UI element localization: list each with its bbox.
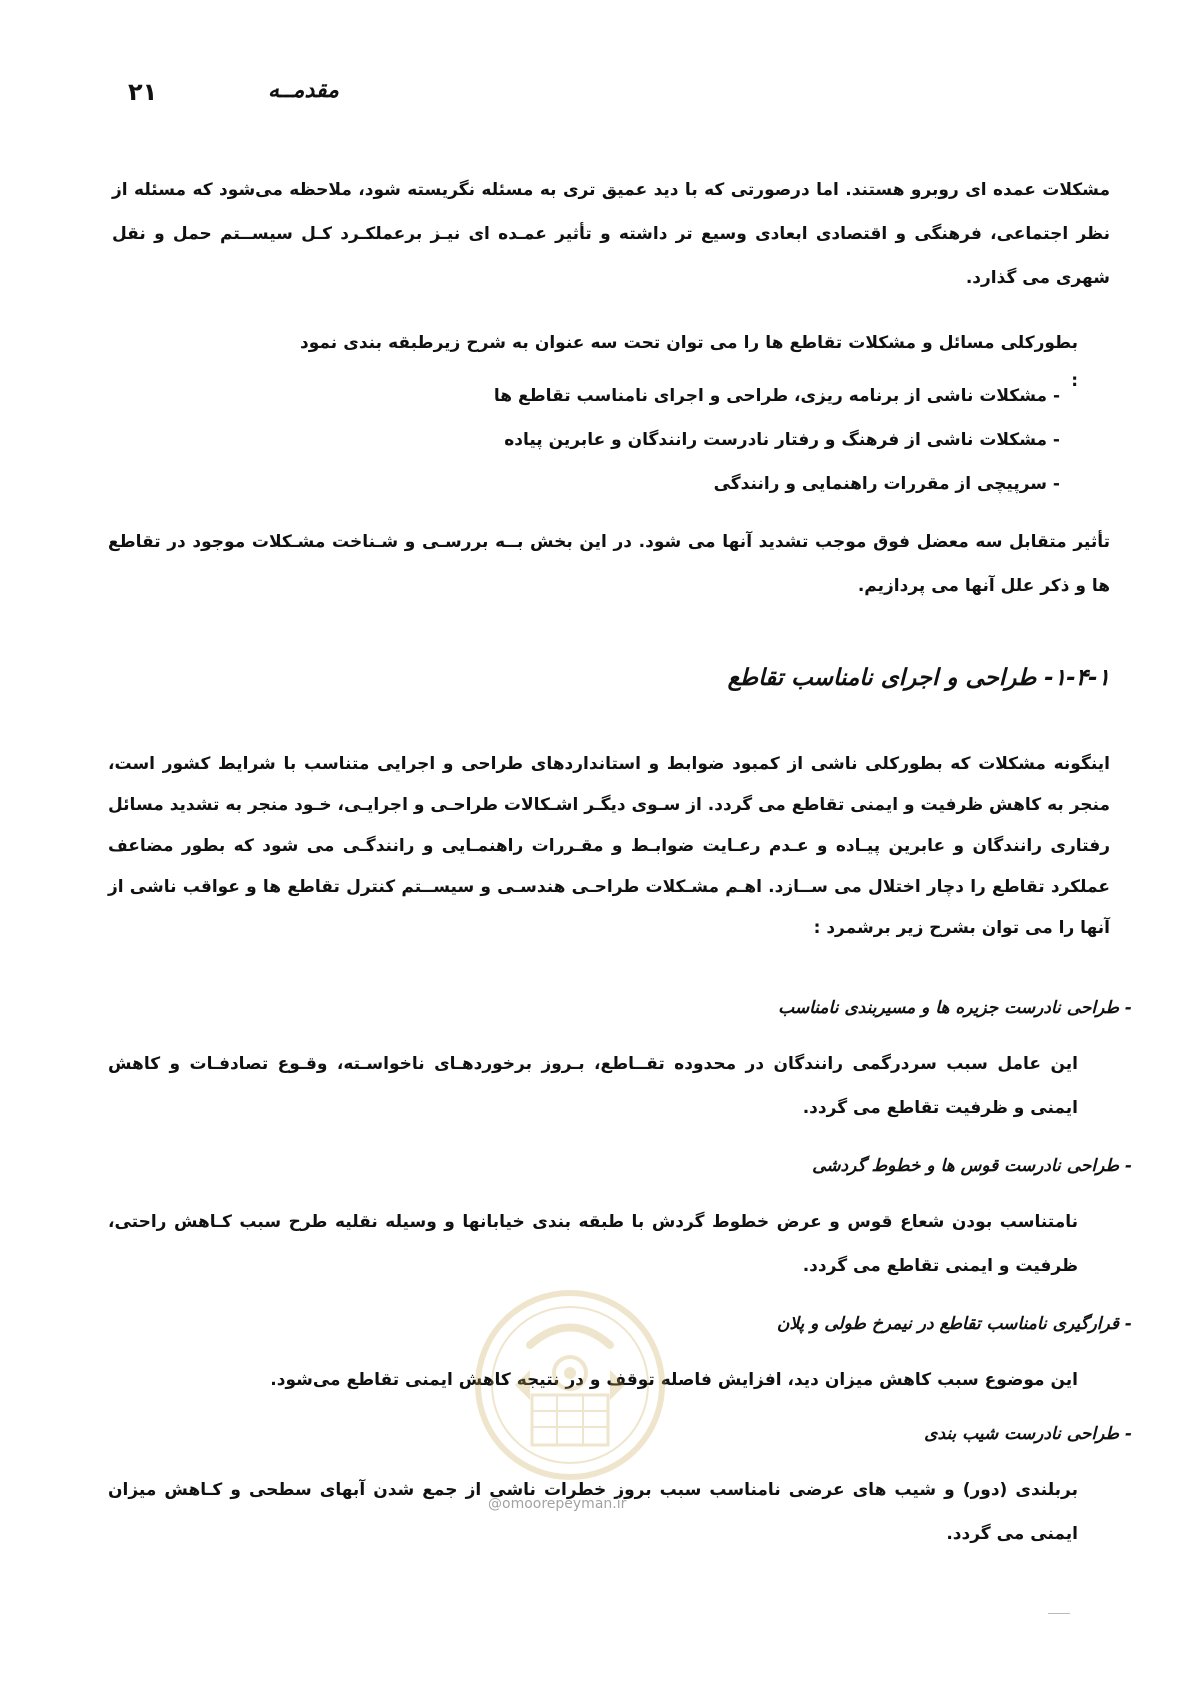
footer-mark <box>1048 1613 1070 1614</box>
chapter-name: مقدمــه <box>268 78 339 103</box>
watermark-site: @omoorepeyman.ir <box>488 1496 627 1512</box>
subsection-text: نامتناسب بودن شعاع قوس و عرض خطوط گردش با طبقه بندی خیابانها و وسیله نقلیه طرح سبب کـاهش راحتی، ظرفیت و ایمنی تقاطع می گردد. <box>108 1212 1078 1276</box>
watermark-logo-icon <box>470 1285 670 1485</box>
subsection-heading: - طراحی نادرست شیب بندی <box>924 1424 1132 1444</box>
subsection-heading: - طراحی نادرست جزیره ها و مسیربندی نامناسب <box>778 998 1132 1018</box>
subsection-text: بربلندی (دور) و شیب های عرضی نامناسب سبب بروز خطرات ناشی از جمع شدن آبهای سطحی و کـاهش میزان ایمنی می گردد. <box>108 1480 1078 1544</box>
paragraph-effect: تأثیر متقابل سه معضل فوق موجب تشدید آنها می شود. در این بخش بــه بررسـی و شـناخت مشـکلات موجود در تقاطع ها و ذکر علل آنها می پردازیم. <box>108 532 1110 596</box>
paragraph-main: اینگونه مشکلات که بطورکلی ناشی از کمبود ضوابط و استانداردهای طراحی و اجرایی متناسب با شرایط کشور است، منجر به کاهش ظرفیت و ایمنی تقاطع می گردد. از سـوی دیگـر اشـکالات طراحـی و اجرایـی، خـود منجر به تشدید مسائل رفتاری رانندگان و عابرین پیـاده و عـدم رعـایت ضوابـط و مقـررات راهنمـایی و رانندگـی می شود که بطور مضاعف عملکرد تقاطع را دچار اختلال می ســازد. اهـم مشـکلات طراحـی هندسـی و سیســتم کنترل تقاطع ها و عواقب ناشی از آنها را می توان بشرح زیر برشمرد : <box>108 754 1110 938</box>
section-heading: ۱-۴-۱- طراحی و اجرای نامناسب تقاطع <box>727 665 1110 691</box>
list-item: - مشکلات ناشی از فرهنگ و رفتار نادرست رانندگان و عابرین پیاده <box>504 430 1060 450</box>
subsection-text: این موضوع سبب کاهش میزان دید، افزایش فاصله توقف و در نتیجه کاهش ایمنی تقاطع می‌شود. <box>270 1370 1078 1390</box>
list-item: - مشکلات ناشی از برنامه ریزی، طراحی و اجرای نامناسب تقاطع ها <box>493 386 1060 406</box>
subsection-text: این عامل سبب سردرگمی رانندگان در محدوده تقــاطع، بـروز برخوردهـای ناخواسـته، وقـوع تصادفـات و کاهش ایمنی و ظرفیت تقاطع می گردد. <box>108 1054 1078 1118</box>
problem-list <box>380 374 1060 506</box>
list-item: - سرپیچی از مقررات راهنمایی و رانندگی <box>713 474 1060 494</box>
page-number: ۲۱ <box>128 78 158 106</box>
subsection-heading: - طراحی نادرست قوس ها و خطوط گردشی <box>812 1156 1132 1176</box>
paragraph-intro: بطورکلی مسائل و مشکلات تقاطع ها را می توان تحت سه عنوان به شرح زیرطبقه بندی نمود : <box>300 333 1078 391</box>
subsection-heading: - قرارگیری نامناسب تقاطع در نیمرخ طولی و پلان <box>776 1314 1132 1334</box>
running-header <box>128 78 1062 114</box>
paragraph-top: مشکلات عمده ای روبرو هستند. اما درصورتی که با دید عمیق تری به مسئله نگریسته شود، ملاحظه می‌شود که مسئله از نظر اجتماعی، فرهنگی و اقتصادی ابعادی وسیع تر داشته و تأثیر عمـده ای نیـز برعملکـرد کـل سیســتم حمل و نقل شهری می گذارد. <box>112 180 1110 288</box>
